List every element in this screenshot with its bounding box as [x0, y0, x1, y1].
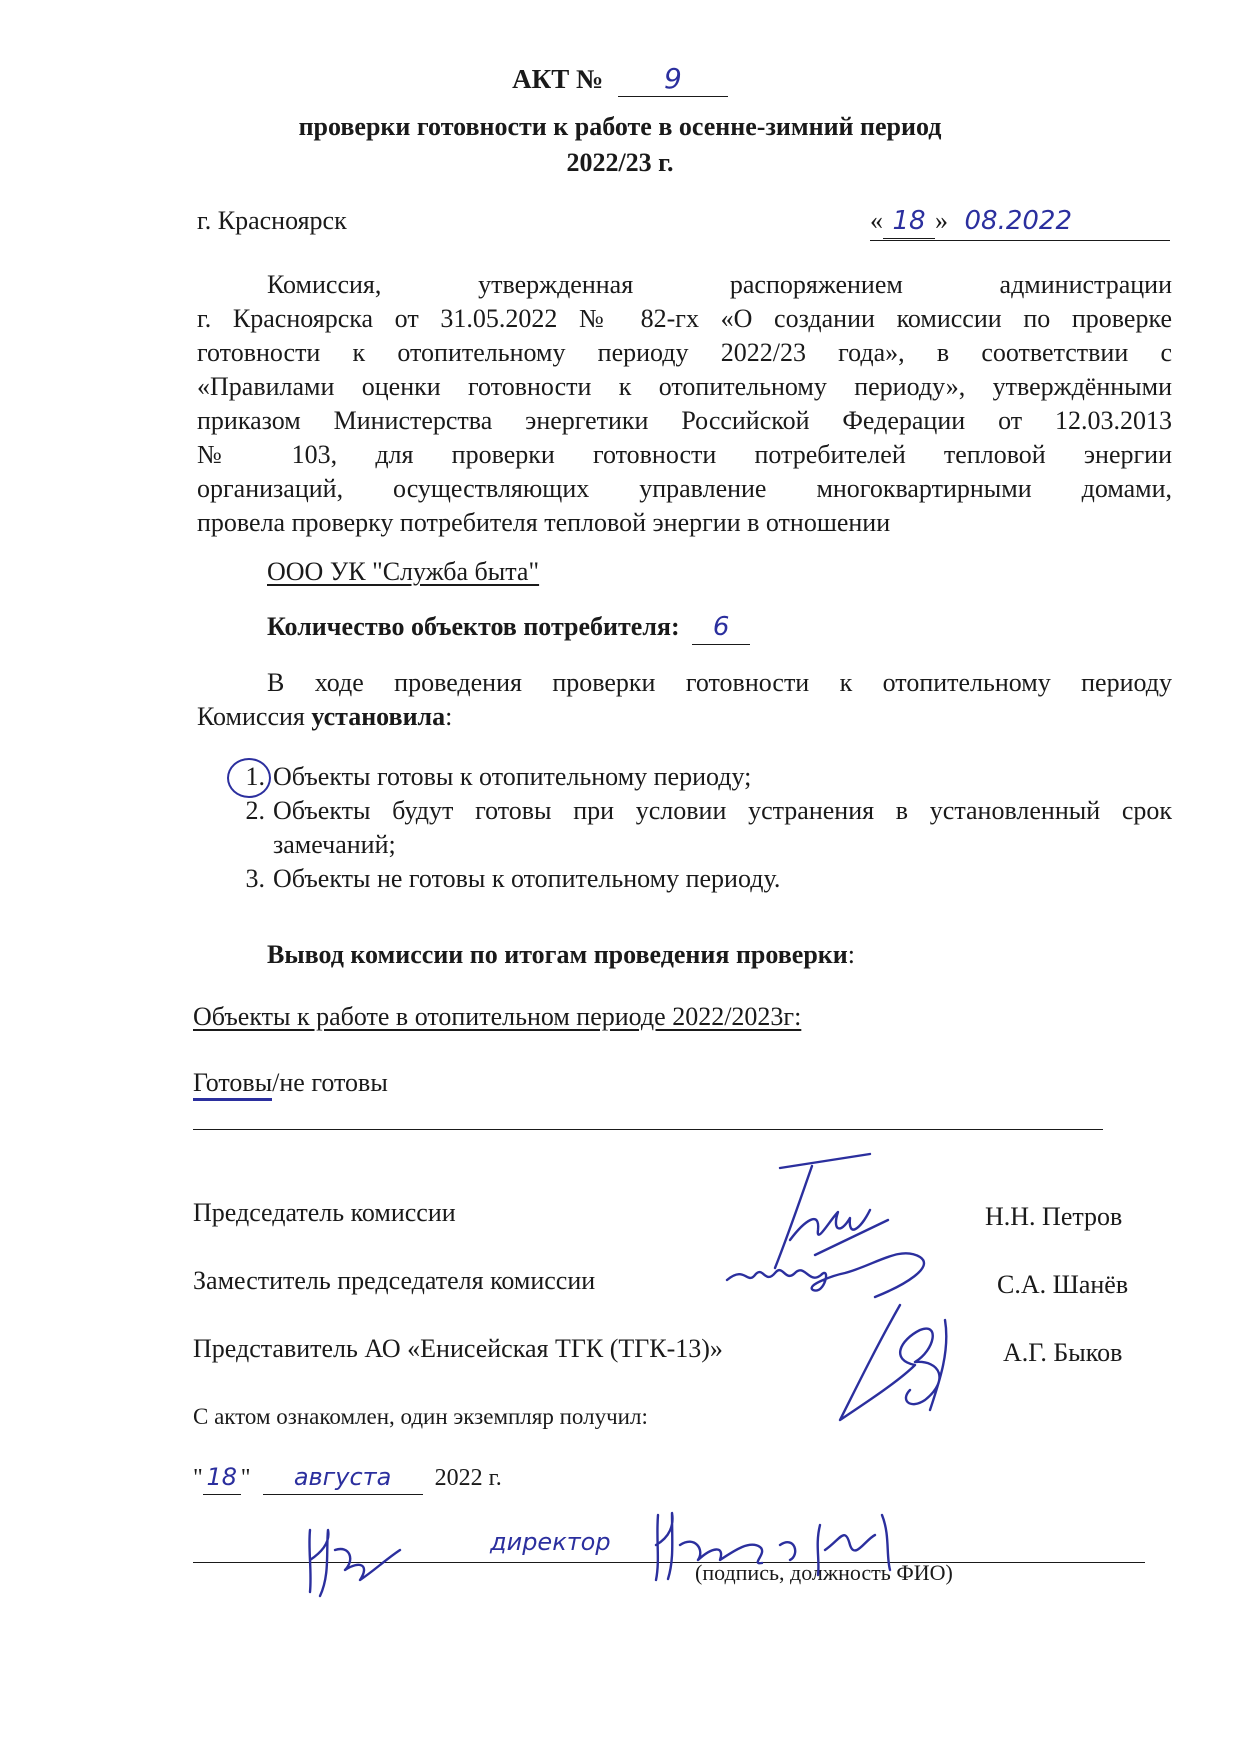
conclusion-heading-text: Вывод комиссии по итогам проведения проверки [267, 940, 848, 969]
signature-caption: (подпись, должность ФИО) [695, 1560, 953, 1585]
signatory-name: С.А. Шанёв [997, 1270, 1129, 1299]
list-item-number: 3. [245, 864, 265, 893]
ack-date-close-quote: " [240, 1465, 251, 1491]
list-item [197, 794, 1172, 862]
representative-signature [830, 1300, 990, 1430]
signatory-name: Н.Н. Петров [985, 1202, 1123, 1231]
intro-line: г. Красноярска от 31.05.2022 № 82-гх «О создании комиссии по проверке [197, 304, 1172, 333]
intro-line: № 103, для проверки готовности потребителей тепловой энергии [197, 440, 1172, 469]
findings-prefix: Комиссия [197, 702, 312, 731]
act-number: 9 [663, 62, 682, 95]
intro-paragraph [197, 268, 1172, 540]
date-month-year: 08.2022 [964, 206, 1073, 236]
act-title [0, 62, 1240, 97]
ack-date [193, 1460, 502, 1495]
conclusion-heading-colon: : [847, 940, 855, 969]
intro-line: приказом Министерства энергетики Российской Федерации от 12.03.2013 [197, 406, 1172, 435]
place: г. Красноярск [197, 206, 347, 235]
signatory-role: Председатель комиссии [193, 1198, 456, 1227]
signatory-role: Заместитель председателя комиссии [193, 1266, 596, 1295]
intro-line: «Правилами оценки готовности к отопительному периоду», утверждёнными [197, 372, 1172, 401]
conclusion-heading [267, 938, 855, 972]
findings-suffix: : [445, 702, 453, 731]
act-number-field [618, 62, 728, 97]
consumer-signature [300, 1520, 410, 1600]
objects-count [267, 610, 750, 645]
objects-count-label: Количество объектов потребителя: [267, 612, 680, 641]
list-item-number: 2. [245, 796, 265, 825]
intro-line: организаций, осуществляющих управление многоквартирными домами, [197, 474, 1172, 503]
ack-date-month: августа [263, 1460, 423, 1495]
objects-count-field [692, 610, 750, 645]
findings-bold: установила [311, 702, 446, 731]
list-item-text: Объекты готовы к отопительному периоду; [273, 762, 752, 791]
ready-status [193, 1066, 388, 1100]
signatory-name: А.Г. Быков [1003, 1338, 1123, 1367]
ready-status-selected: Готовы [193, 1068, 272, 1101]
findings-line: В ходе проведения проверки готовности к отопительному периоду [267, 668, 1172, 697]
act-subtitle: проверки готовности к работе в осенне-зимний период [298, 112, 942, 141]
act-label: АКТ № [512, 64, 604, 94]
ack-date-year: 2022 г. [434, 1465, 502, 1491]
consumer-name: ООО УК "Служба быта" [267, 557, 540, 586]
intro-line: готовности к отопительному периоду 2022/23 года», в соответствии с [197, 338, 1172, 367]
date-close-quote: » [935, 206, 948, 235]
handwritten-full-name [650, 1505, 910, 1585]
date-line [870, 204, 1170, 241]
findings-line-2 [197, 700, 1172, 734]
findings-paragraph [197, 666, 1172, 734]
intro-line: провела проверку потребителя тепловой энергии в отношении [197, 508, 891, 537]
act-period: 2022/23 г. [566, 148, 674, 177]
objects-count-value: 6 [712, 612, 730, 642]
date-day: 18 [883, 204, 935, 239]
handwritten-position: директор [490, 1528, 611, 1556]
signatory-role: Представитель АО «Енисейская ТГК (ТГК-13)» [193, 1334, 723, 1363]
ack-date-day: 18 [203, 1460, 241, 1495]
list-item-text: Объекты не готовы к отопительному периоду. [273, 864, 781, 893]
date-open-quote: « [870, 206, 883, 235]
list-item-text: замечаний; [273, 830, 396, 859]
list-item-number: 1. [245, 762, 265, 791]
ack-date-open-quote: " [193, 1465, 203, 1491]
divider-line [193, 1129, 1103, 1130]
list-item [197, 862, 1172, 896]
findings-list [197, 760, 1172, 896]
acknowledgement-text: С актом ознакомлен, один экземпляр получил: [193, 1404, 648, 1429]
ready-status-rest: /не готовы [272, 1068, 388, 1097]
intro-line: Комиссия, утвержденная распоряжением администрации [267, 270, 1172, 299]
list-item [197, 760, 1172, 794]
list-item-text: Объекты будут готовы при условии устранения в установленный срок [273, 796, 1172, 825]
conclusion-line: Объекты к работе в отопительном периоде 2022/2023г: [193, 1002, 802, 1031]
